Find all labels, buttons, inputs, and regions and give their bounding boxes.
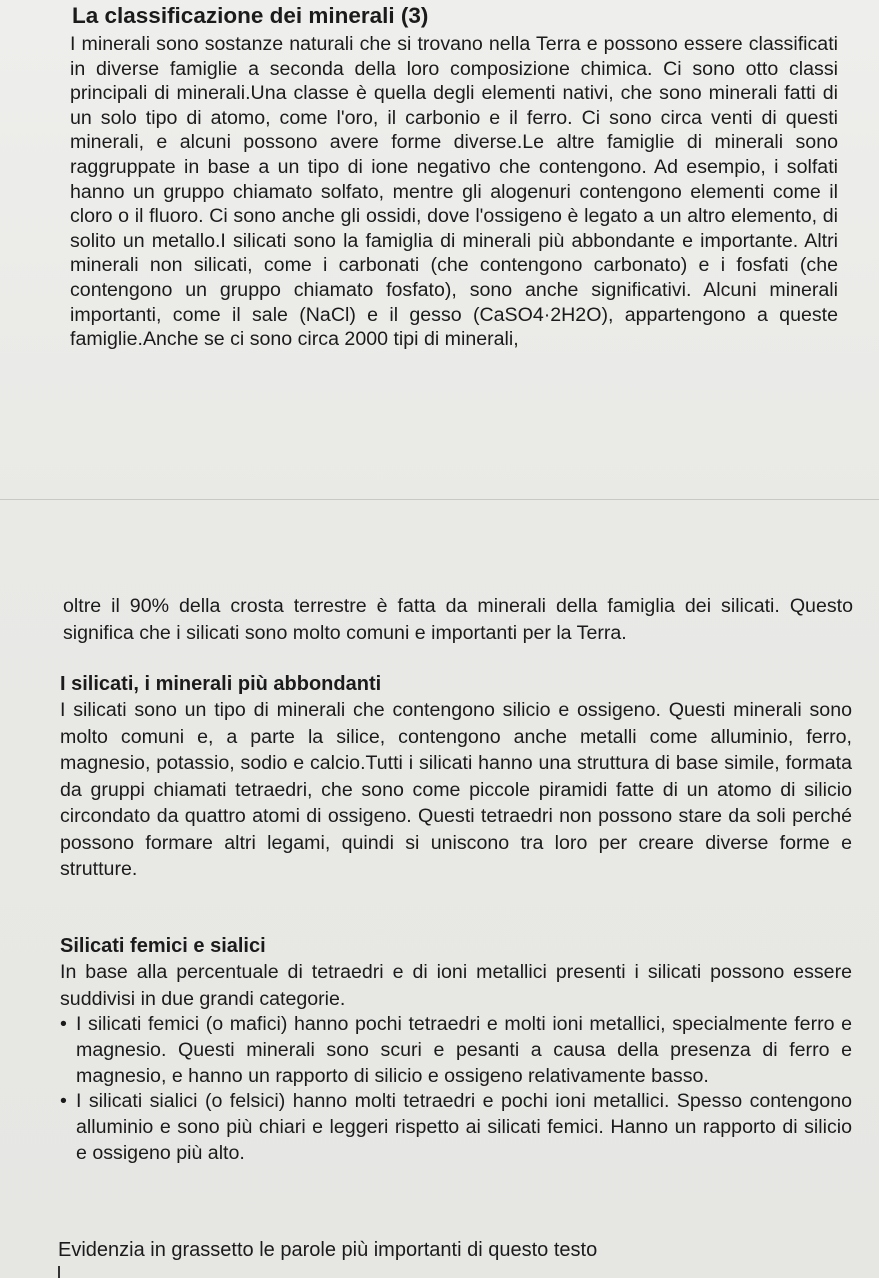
section-femici-sialici (60, 934, 852, 1167)
section-heading-silicati: I silicati, i minerali più abbondanti (60, 673, 382, 695)
section-body-femici: In base alla percentuale di tetraedri e di ioni metallici presenti i silicati possono essere suddivisi in due grandi categorie. (60, 961, 852, 1010)
section-body-silicati: I silicati sono un tipo di minerali che contengono silicio e ossigeno. Questi minerali sono molto comuni e, a parte la silice, contengono anche metalli come alluminio, ferro, magnesio, potassio, sodio e calcio.Tutti i silicati hanno una struttura di base simile, formata da gruppi chiamati tetraedri, che sono come piccole piramidi fatte di un atomo di silicio circondato da quattro atomi di ossigeno. Questi tetraedri non possono stare da soli perché possono formare altri legami, quindi si uniscono tra loro per creare diverse forme e strutture. (60, 699, 852, 880)
section-heading-femici: Silicati femici e sialici (60, 935, 266, 957)
bullet-list (60, 1012, 852, 1167)
continuation-paragraph: oltre il 90% della crosta terrestre è fatta da minerali della famiglia dei silicati. Questo significa che i silicati sono molto comuni e importanti per la Terra. (63, 595, 853, 644)
section-silicati (60, 672, 852, 883)
instruction-text: Evidenzia in grassetto le parole più importanti di questo testo (58, 1239, 598, 1261)
list-item (60, 1089, 852, 1166)
bullet-text: I silicati femici (o mafici) hanno pochi tetraedri e molti ioni metallici, specialmente ferro e magnesio. Questi minerali sono scuri e pesanti a causa della presenza di ferro e magnesio, e hanno un rapporto di silicio e ossigeno relativamente basso. (76, 1013, 852, 1087)
text-cursor (58, 1266, 60, 1278)
document-title: La classificazione dei minerali (3) (72, 3, 429, 28)
bullet-text: I silicati sialici (o felsici) hanno molti tetraedri e pochi ioni metallici. Spesso contengono alluminio e sono più chiari e leggeri rispetto ai silicati femici. Hanno un rapporto di silicio e ossigeno più alto. (76, 1090, 852, 1164)
bullet-icon: • (60, 1090, 67, 1113)
continuation-block (63, 593, 853, 646)
intro-block (70, 2, 838, 352)
list-item (60, 1012, 852, 1089)
intro-paragraph: I minerali sono sostanze naturali che si trovano nella Terra e possono essere classificati in diverse famiglie a seconda della loro composizione chimica. Ci sono otto classi principali di minerali.Una classe è quella degli elementi nativi, che sono minerali fatti di un solo tipo di atomo, come l'oro, il carbonio e il ferro. Ci sono circa venti di questi minerali, e alcuni possono avere forme diverse.Le altre famiglie di minerali sono raggruppate in base a un tipo di ione negativo che contengono. Ad esempio, i solfati hanno un gruppo chiamato solfato, mentre gli alogenuri contengono elementi come il cloro o il fluoro. Ci sono anche gli ossidi, dove l'ossigeno è legato a un altro elemento, di solito un metallo.I silicati sono la famiglia di minerali più abbondante e importante. Altri minerali non silicati, come i carbonati (che contengono carbonato) e i fosfati (che contengono un gruppo chiamato fosfato), sono anche significativi. Alcuni minerali importanti, come il sale (NaCl) e il gesso (CaSO4·2H2O), appartengono a queste famiglie.Anche se ci sono circa 2000 tipi di minerali, (70, 33, 838, 351)
page-break-divider (0, 499, 879, 500)
bullet-icon: • (60, 1013, 67, 1035)
